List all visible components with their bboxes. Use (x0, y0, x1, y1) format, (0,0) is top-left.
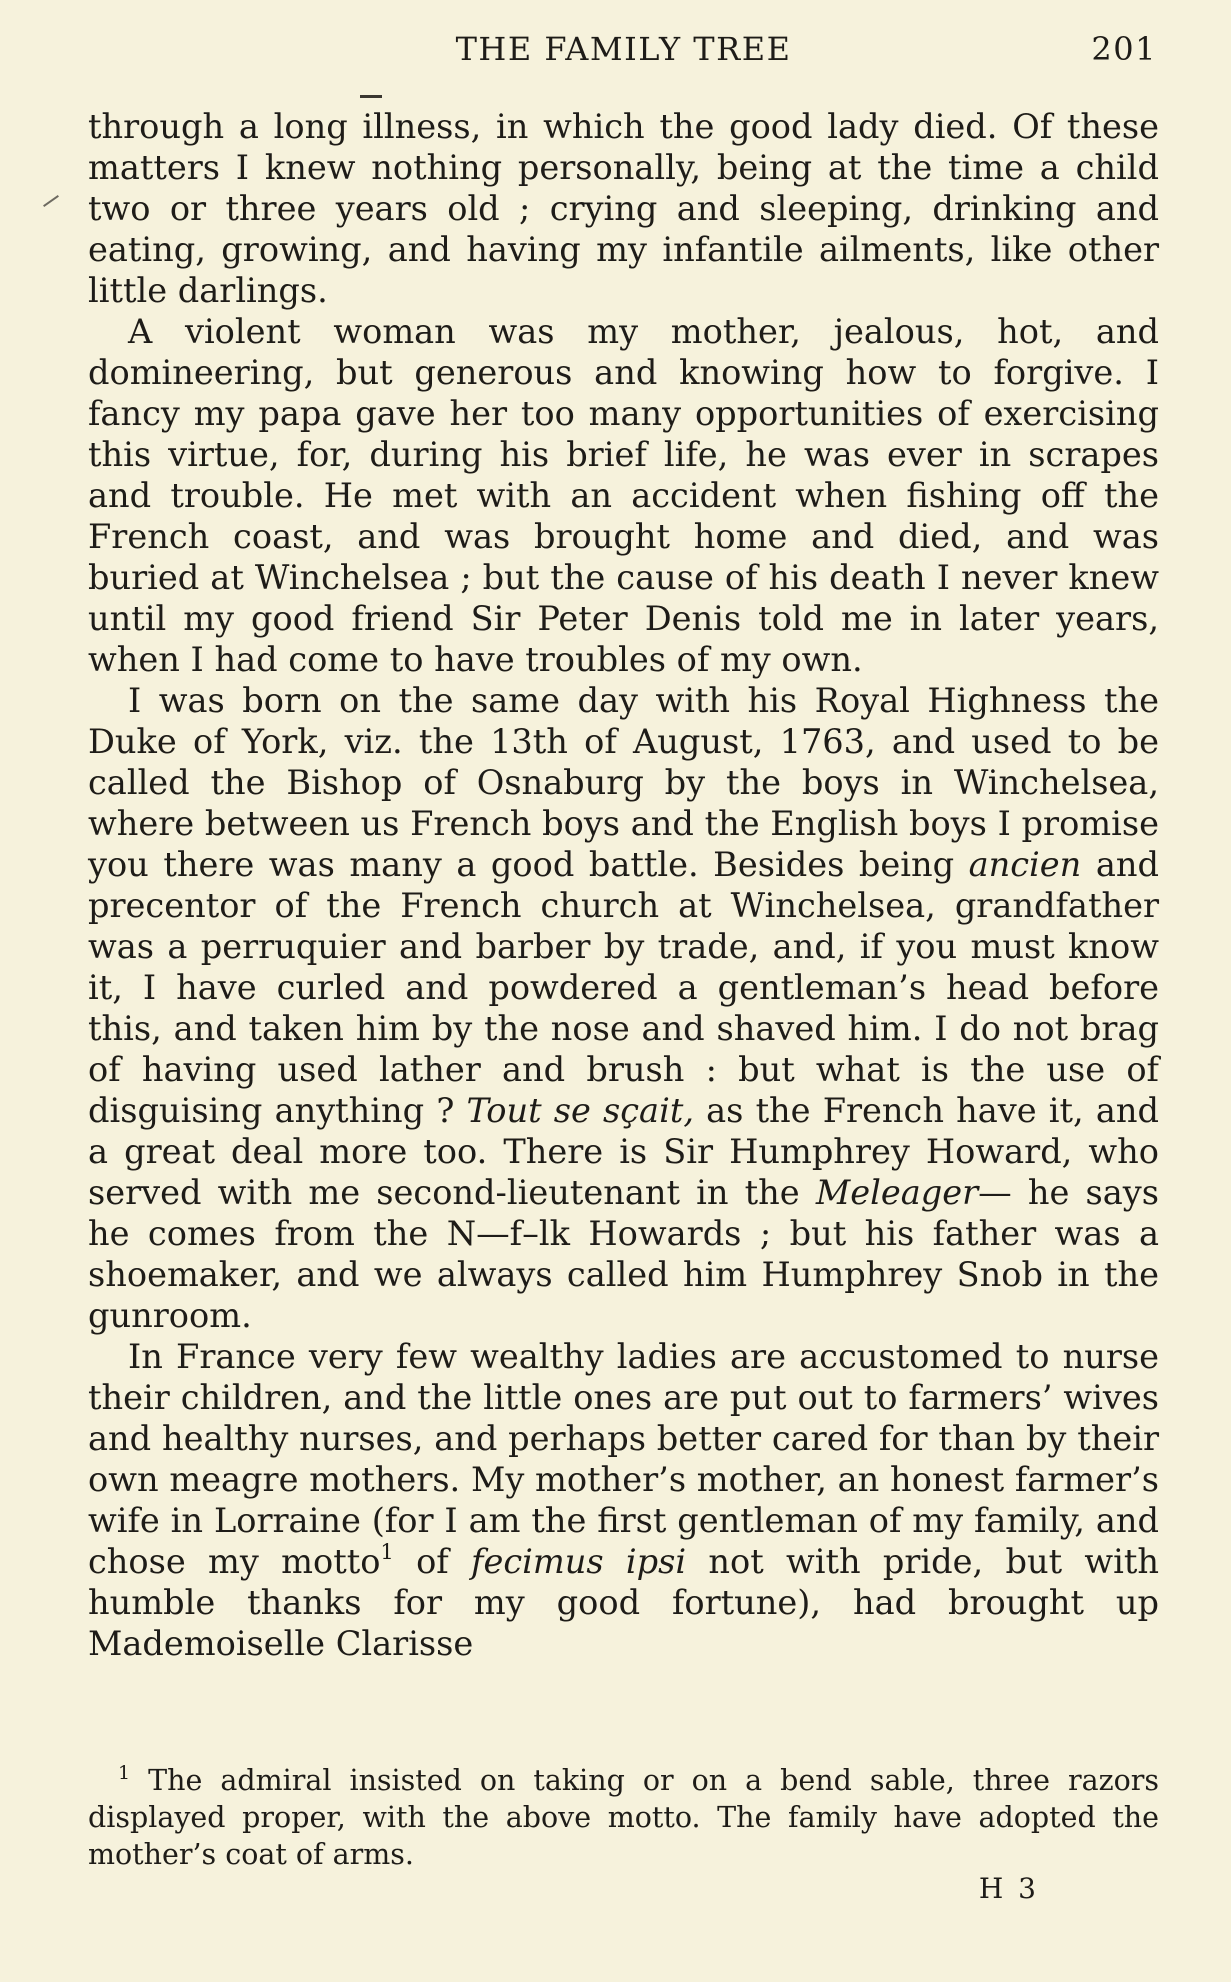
italic-meleager: Meleager (815, 1173, 979, 1212)
running-title: THE FAMILY TREE (455, 30, 792, 68)
paragraph-4 (88, 1336, 1159, 1664)
italic-fecimus-ipsi: fecimus ipsi (471, 1542, 687, 1581)
signature-mark: H 3 (978, 1872, 1039, 1905)
body-text (88, 106, 1159, 1664)
running-head (90, 30, 1157, 74)
margin-pencil-mark (43, 195, 59, 207)
footnote (88, 1762, 1159, 1873)
paragraph-2: A violent woman was my mother, jealous, hot, and domineering, but generous and knowing how to forgive. I fancy my papa gave her too many opportunities of exercising this virtue, for, during his brief life, he was ever in scrapes and trouble. He met with an accident when fishing off the French coast, and was brought home and died, and was buried at Winchelsea ; but the cause of his death I never knew until my good friend Sir Peter Denis told me in later years, when I had come to have troubles of my own. (88, 312, 1159, 679)
footnote-text: The admiral insisted on taking or on a bend sable, three razors displayed proper, with the above motto. The family have adopted the mother’s coat of arms. (88, 1764, 1159, 1871)
paragraph-3 (88, 680, 1159, 1336)
page-number: 201 (1091, 30, 1157, 68)
paragraph-3-text-g: — he says he comes from the N—f–lk Howards ; but his father was a shoemaker, and we always called him Humphrey Snob in the gunroom. (88, 1173, 1159, 1335)
footnote-reference[interactable]: 1 (380, 1540, 394, 1564)
paragraph-1: through a long illness, in which the good lady died. Of these matters I knew nothing personally, being at the time a child two or three years old ; crying and sleeping, drinking and eating, growing, and having my infantile ailments, like other little darlings. (88, 107, 1159, 310)
paragraph-4-text-b: of (393, 1542, 472, 1581)
paragraph-4-text-a: In France very few wealthy ladies are accustomed to nurse their children, and the little ones are put out to farmers’ wives and healthy nurses, and perhaps better cared for than by their own meagre mothers. My mother’s mother, an honest farmer’s wife in Lorraine (for I am the first gentleman of my family, and chose my motto (88, 1337, 1159, 1581)
paragraph-4-text-d: not with pride, but with humble thanks for my good fortune), had brought up Mademoiselle Clarisse (88, 1542, 1159, 1663)
paragraph-3-text-e: as the French have it, and a great deal more too. There is Sir Humphrey Howard, who served with me second-lieutenant in the (88, 1091, 1159, 1212)
italic-ancien: ancien (968, 845, 1082, 884)
ink-dash-mark (360, 95, 382, 98)
paragraph-3-text-c: and precentor of the French church at Winchelsea, grandfather was a perruquier and barber by trade, and, if you must know it, I have curled and powdered a gentleman’s head before this, and taken him by the nose and shaved him. I do not brag of having used lather and brush : but what is the use of disguising anything ? (88, 845, 1159, 1130)
footnote-mark: 1 (118, 1762, 131, 1784)
italic-tout-se-scait: Tout se sçait, (466, 1091, 694, 1130)
paragraph-3-text-a: I was born on the same day with his Royal Highness the Duke of York, viz. the 13th of August, 1763, and used to be called the Bishop of Osnaburg by the boys in Winchelsea, where between us French boys and the English boys I promise you there was many a good battle. Besides being (88, 681, 1159, 884)
